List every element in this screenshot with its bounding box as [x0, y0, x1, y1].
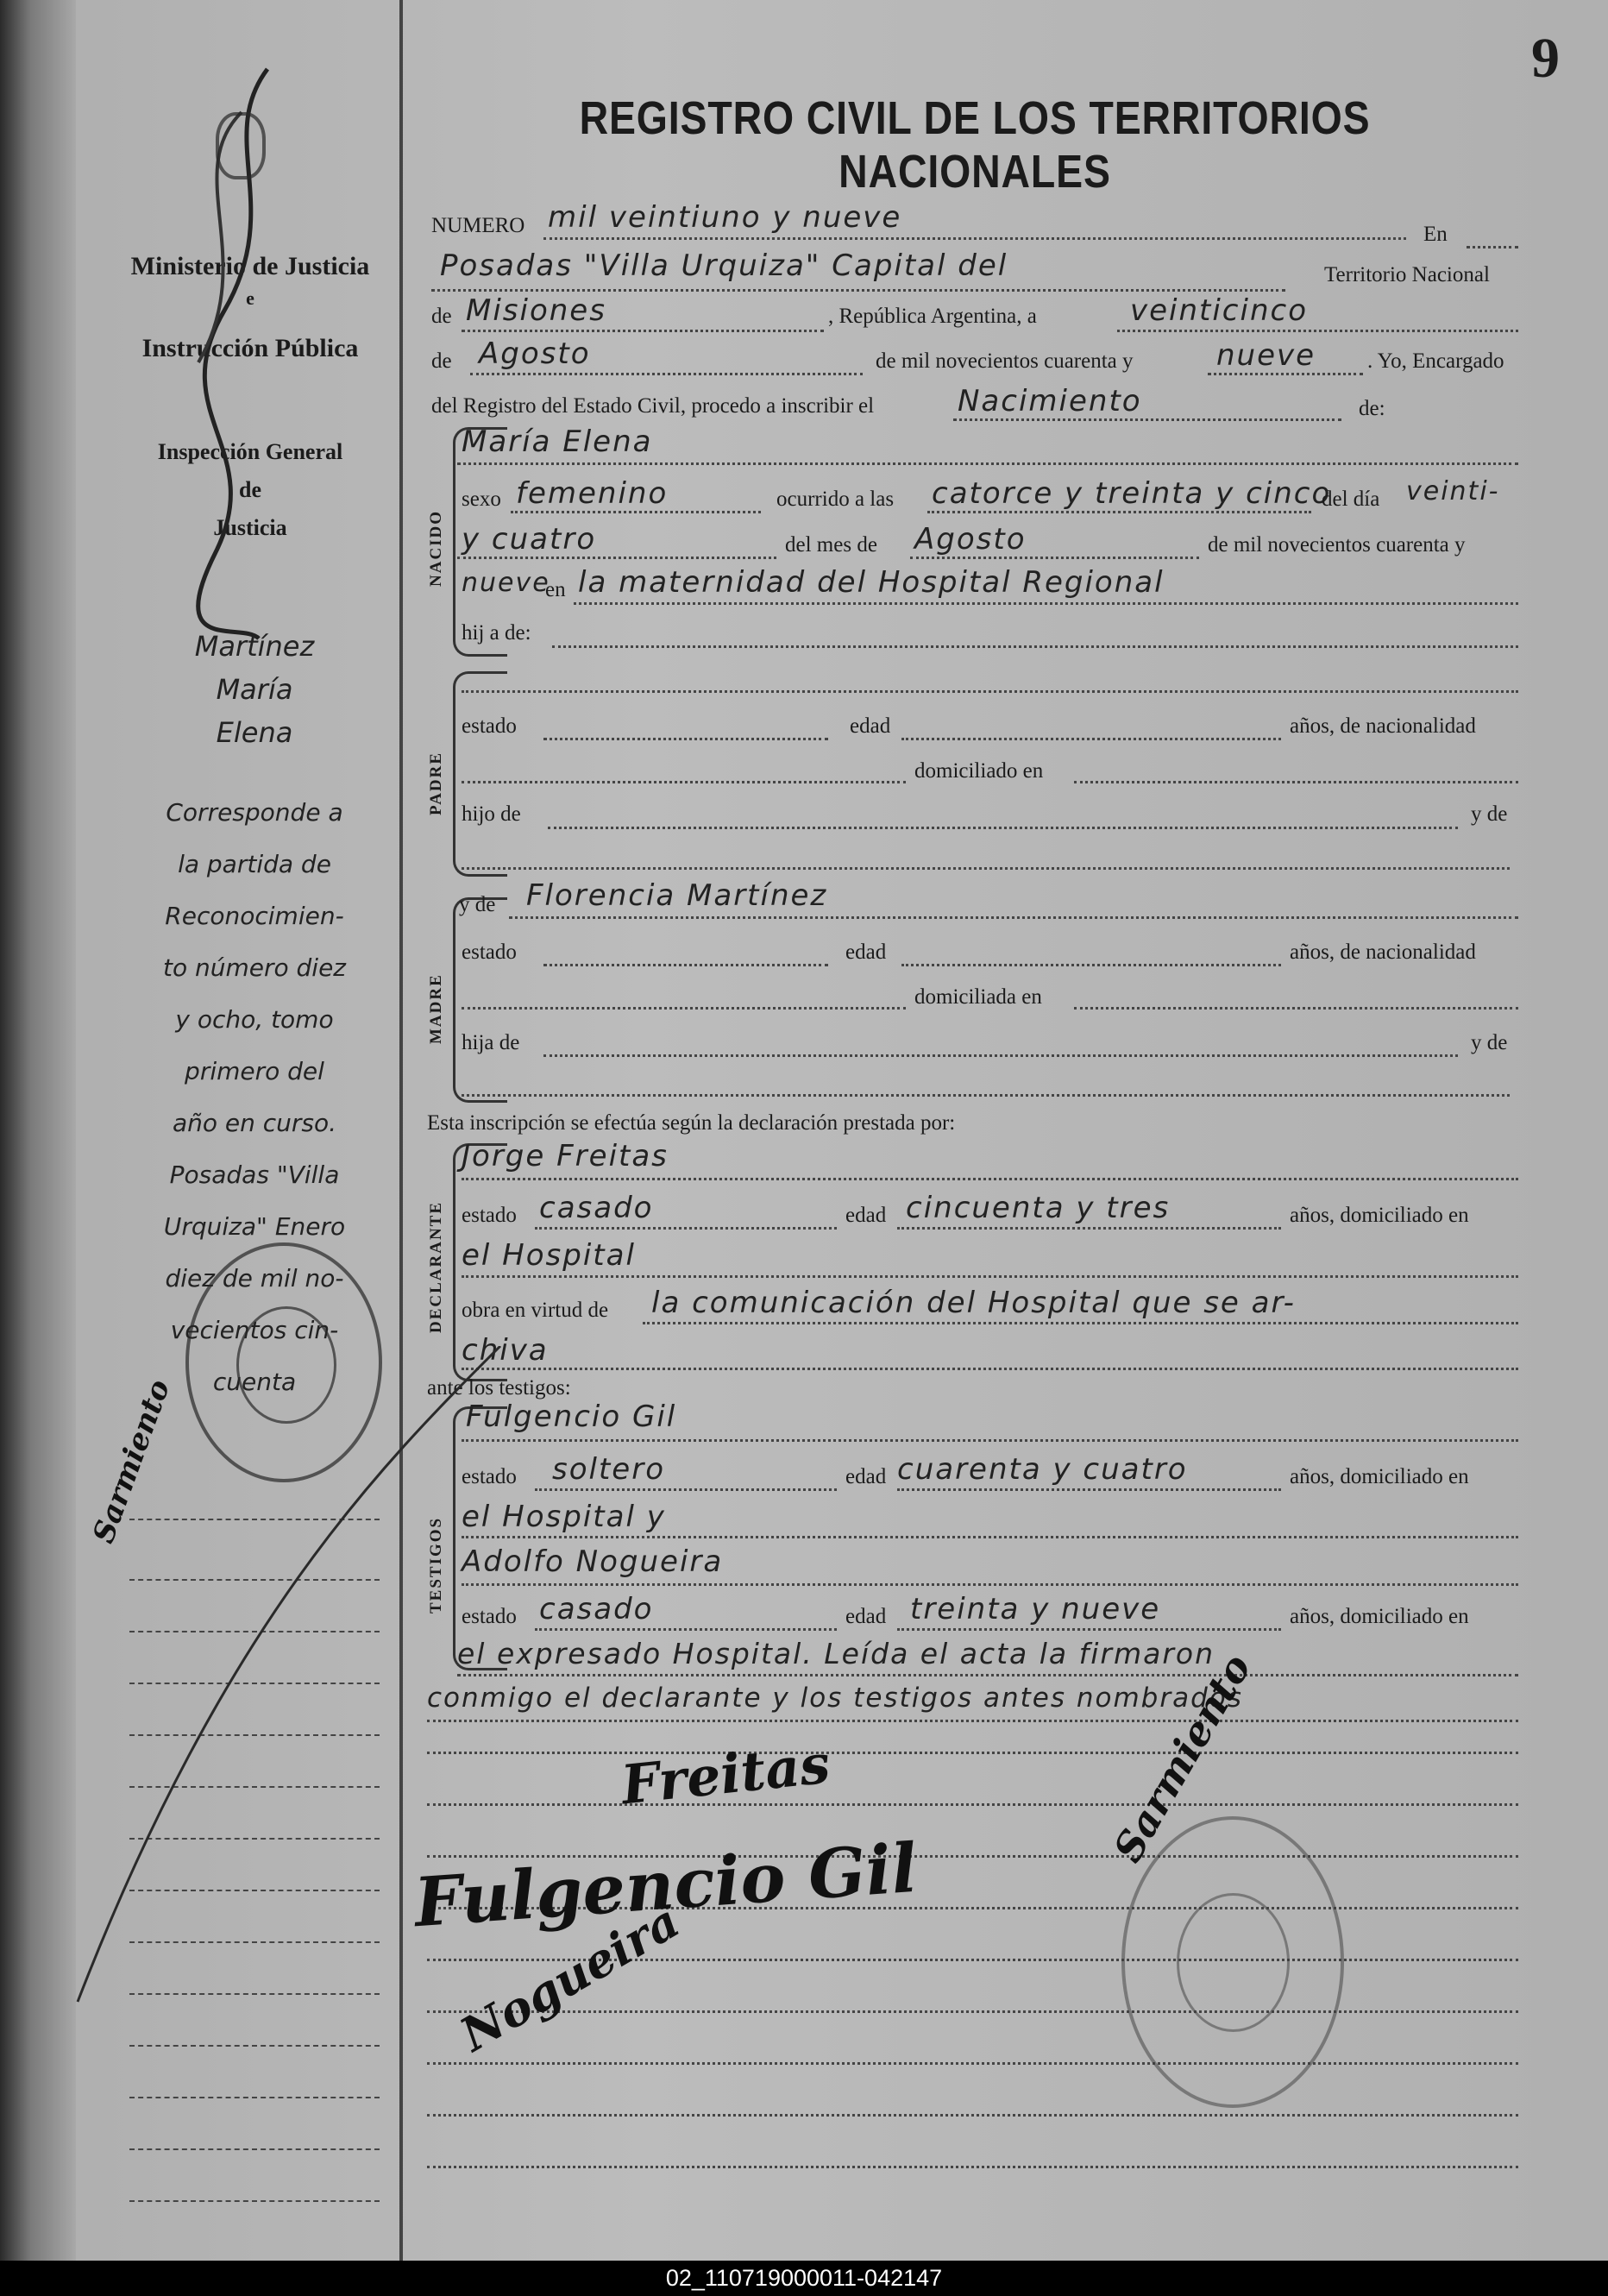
- signature-line: [427, 2062, 1518, 2065]
- madre-anios-label: años, de nacionalidad: [1290, 940, 1476, 964]
- t2-domicilio-label: años, domiciliado en: [1290, 1605, 1469, 1628]
- lugar-line: [574, 602, 1518, 605]
- margin-note-line: Reconocimien-: [165, 902, 344, 930]
- day-line: [1117, 330, 1518, 332]
- document-title: REGISTRO CIVIL DE LOS TERRITORIOS NACIONALES: [579, 92, 1371, 198]
- madre-domicilio-label: domiciliada en: [914, 985, 1042, 1009]
- closing-line-a: [457, 1674, 1518, 1676]
- sexo-value: femenino: [516, 476, 669, 511]
- t1-domicilio-value: el Hospital y: [462, 1500, 666, 1534]
- ministry-line1: Ministerio de Justicia: [130, 252, 370, 280]
- padre-domicilio-label: domiciliado en: [914, 759, 1044, 783]
- numero-value: mil veintiuno y nueve: [548, 200, 902, 235]
- province-value: Misiones: [466, 293, 606, 328]
- testigos-intro: ante los testigos:: [427, 1376, 571, 1400]
- padre-y-de-label: y de: [1471, 802, 1508, 826]
- t2-estado-label: estado: [462, 1605, 517, 1628]
- madre-brace: [453, 897, 507, 1103]
- margin-note-line: diez de mil no-: [165, 1264, 344, 1293]
- t1-edad-line: [897, 1488, 1281, 1491]
- madre-estado-line: [543, 964, 828, 966]
- margin-note-line: Corresponde a: [166, 798, 343, 827]
- hijo-label: hij a de:: [462, 621, 531, 645]
- footer-id: 02_110719000011-042147: [0, 2261, 1608, 2296]
- madre-nac-line: [462, 1007, 906, 1010]
- declarante-domicilio-line: [462, 1275, 1518, 1278]
- padre-name-line: [462, 690, 1518, 693]
- diagonal-pen-stroke: [52, 1346, 518, 2019]
- t1-estado-line: [535, 1488, 837, 1491]
- anio-label: de mil novecientos cuarenta y: [1208, 533, 1466, 557]
- t2-estado-line: [535, 1628, 837, 1631]
- padre-edad-label: edad: [850, 714, 891, 738]
- madre-estado-label: estado: [462, 940, 517, 964]
- madre-y-de2-label: y de: [1471, 1031, 1508, 1054]
- margin-note-line: vecientos cin-: [170, 1316, 339, 1344]
- month-line: [470, 373, 863, 375]
- de-label: de: [431, 305, 452, 328]
- hora-value: catorce y treinta y cinco: [932, 476, 1332, 511]
- closing-value-b: conmigo el declarante y los testigos antes nombrados: [427, 1683, 1243, 1714]
- testigo2-signature: Nogueira: [450, 1893, 688, 2062]
- nacido-name-value: María Elena: [462, 425, 653, 459]
- margin-name1: María: [216, 673, 293, 706]
- madre-edad-label: edad: [845, 940, 887, 964]
- sexo-label: sexo: [462, 488, 501, 511]
- margin-ruled-line: [129, 2097, 380, 2098]
- de3-label: de:: [1359, 397, 1385, 420]
- declarante-name-value: Jorge Freitas: [462, 1139, 669, 1173]
- madre-domicilio-line: [1074, 1007, 1518, 1010]
- declarante-estado-line: [535, 1227, 837, 1230]
- anio-value: nueve: [462, 568, 550, 598]
- dia-value-b: y cuatro: [462, 522, 597, 557]
- dia-value-a: veinti-: [1406, 476, 1500, 506]
- margin-ruled-line: [129, 2148, 380, 2150]
- padre-brace: [453, 671, 507, 877]
- ministry-line2: e: [246, 287, 254, 309]
- margin-note-line: cuenta: [212, 1368, 297, 1396]
- testigos-section-label: TESTIGOS: [427, 1516, 445, 1613]
- encargado-signature: Sarmiento: [1104, 1645, 1260, 1870]
- t1-name-line: [462, 1439, 1518, 1442]
- margin-note-line: primero del: [185, 1057, 324, 1085]
- en-label: En: [1423, 223, 1448, 246]
- yo-label: . Yo, Encargado: [1367, 349, 1504, 373]
- place-value: Posadas "Villa Urquiza" Capital del: [440, 248, 1008, 283]
- en-label: en: [545, 578, 566, 601]
- year-line: [1208, 373, 1363, 375]
- mes-label: del mes de: [785, 533, 877, 557]
- declarante-domicilio-value: el Hospital: [462, 1238, 636, 1273]
- t2-estado-value: casado: [539, 1592, 654, 1626]
- nacido-name-line: [457, 462, 1518, 465]
- padre-estado-line: [543, 738, 828, 740]
- madre-edad-line: [901, 964, 1281, 966]
- padre-domicilio-line: [1074, 781, 1518, 783]
- closing-line-b: [427, 1720, 1518, 1722]
- year-value: nueve: [1216, 338, 1316, 373]
- signature-line: [427, 2010, 1518, 2013]
- padre-last-line: [462, 867, 1510, 870]
- madre-y-de-label: y de: [459, 893, 496, 916]
- t2-name-line: [462, 1583, 1518, 1586]
- nacido-section-label: NACIDO: [427, 509, 445, 587]
- madre-hija-label: hija de: [462, 1031, 520, 1054]
- padre-anios-label: años, de nacionalidad: [1290, 714, 1476, 738]
- dia-line: [457, 557, 776, 559]
- declarante-edad-label: edad: [845, 1204, 887, 1227]
- closing-value-a: el expresado Hospital. Leída el acta la firmaron: [457, 1637, 1215, 1670]
- signature-line: [427, 2166, 1518, 2168]
- declarante-signature: Freitas: [618, 1732, 833, 1817]
- madre-name-value: Florencia Martínez: [526, 878, 828, 913]
- t1-domicilio-line: [462, 1536, 1518, 1538]
- t1-estado-label: estado: [462, 1465, 517, 1488]
- de2-label: de: [431, 349, 452, 373]
- numero-label: NUMERO: [431, 214, 525, 237]
- margin-note-line: Urquiza" Enero: [163, 1212, 346, 1241]
- obra-value-a: la comunicación del Hospital que se ar-: [651, 1286, 1296, 1320]
- registro-label: del Registro del Estado Civil, procedo a inscribir el: [431, 394, 875, 418]
- margin-note-line: año en curso.: [172, 1109, 337, 1137]
- padre-nac-line: [462, 781, 906, 783]
- t2-name-value: Adolfo Nogueira: [462, 1544, 724, 1579]
- declarante-edad-value: cincuenta y tres: [906, 1191, 1171, 1225]
- t1-domicilio-label: años, domiciliado en: [1290, 1465, 1469, 1488]
- lugar-value: la maternidad del Hospital Regional: [578, 565, 1165, 600]
- province-line: [462, 330, 824, 332]
- margin-note-line: Posadas "Villa: [169, 1161, 340, 1189]
- signature-line: [427, 2114, 1518, 2117]
- act-value: Nacimiento: [958, 384, 1142, 418]
- en-line: [1467, 246, 1518, 248]
- inspection-line1: Inspección General: [157, 439, 343, 464]
- margin-note-line: y ocho, tomo: [175, 1005, 334, 1034]
- t1-edad-label: edad: [845, 1465, 887, 1488]
- signature-line: [427, 1803, 1518, 1806]
- declarante-section-label: DECLARANTE: [427, 1200, 445, 1333]
- year-label: de mil novecientos cuarenta y: [876, 349, 1134, 373]
- madre-name-line: [509, 916, 1518, 919]
- mes-line: [910, 557, 1199, 559]
- margin-note-line: la partida de: [178, 850, 331, 878]
- padre-hijo-label: hijo de: [462, 802, 521, 826]
- padre-section-label: PADRE: [427, 751, 445, 815]
- t1-name-value: Fulgencio Gil: [466, 1400, 677, 1434]
- margin-surname: Martínez: [194, 630, 315, 663]
- obra-value-b: chiva: [462, 1333, 549, 1368]
- official-seal-stamp: [1121, 1816, 1344, 2108]
- page-number: 9: [1531, 27, 1560, 90]
- month-value: Agosto: [479, 337, 591, 371]
- obra-line: [643, 1322, 1518, 1324]
- margin-note-line: to número diez: [162, 953, 347, 982]
- declarante-name-line: [462, 1178, 1518, 1180]
- mes-value: Agosto: [914, 522, 1027, 557]
- day-value: veinticinco: [1130, 293, 1308, 328]
- inspection-line3: Justicia: [213, 515, 287, 540]
- margin-signature: Sarmiento: [86, 1374, 178, 1548]
- declarante-intro: Esta inscripción se efectúa según la declaración prestada por:: [427, 1111, 956, 1135]
- act-line: [953, 418, 1341, 421]
- t2-edad-line: [897, 1628, 1281, 1631]
- declarante-edad-line: [897, 1227, 1281, 1230]
- t2-edad-value: treinta y nueve: [910, 1592, 1161, 1626]
- declarante-estado-label: estado: [462, 1204, 517, 1227]
- margin-ruled-line: [129, 2045, 380, 2047]
- hora-line: [927, 511, 1311, 513]
- territorio-label: Territorio Nacional: [1324, 263, 1490, 286]
- madre-last-line: [462, 1094, 1510, 1097]
- signature-line: [427, 1752, 1518, 1754]
- testigo1-signature: Fulgencio Gil: [411, 1828, 920, 1943]
- obra-line-2: [462, 1368, 1518, 1370]
- t1-edad-value: cuarenta y cuatro: [897, 1452, 1188, 1487]
- padre-estado-label: estado: [462, 714, 517, 738]
- t1-estado-value: soltero: [552, 1452, 665, 1487]
- coat-of-arms-icon: [216, 112, 266, 179]
- padre-hijo-line: [548, 827, 1458, 829]
- place-line: [431, 289, 1285, 292]
- ocurrido-label: ocurrido a las: [776, 488, 895, 511]
- sexo-line: [511, 511, 761, 513]
- margin-ruled-line: [129, 2200, 380, 2202]
- del-dia-label: del día: [1322, 488, 1380, 511]
- ministry-line3: Instrucción Pública: [141, 334, 359, 362]
- obra-label: obra en virtud de: [462, 1299, 609, 1322]
- declarante-domicilio-label: años, domiciliado en: [1290, 1204, 1469, 1227]
- republica-label: , República Argentina, a: [828, 305, 1037, 328]
- margin-name2: Elena: [216, 716, 293, 749]
- madre-section-label: MADRE: [427, 973, 445, 1044]
- declarante-estado-value: casado: [539, 1191, 654, 1225]
- t2-edad-label: edad: [845, 1605, 887, 1628]
- padre-edad-line: [901, 738, 1281, 740]
- numero-line: [543, 237, 1406, 240]
- inspection-line2: de: [239, 477, 261, 502]
- hijo-line: [552, 645, 1518, 648]
- madre-hija-line: [543, 1054, 1458, 1057]
